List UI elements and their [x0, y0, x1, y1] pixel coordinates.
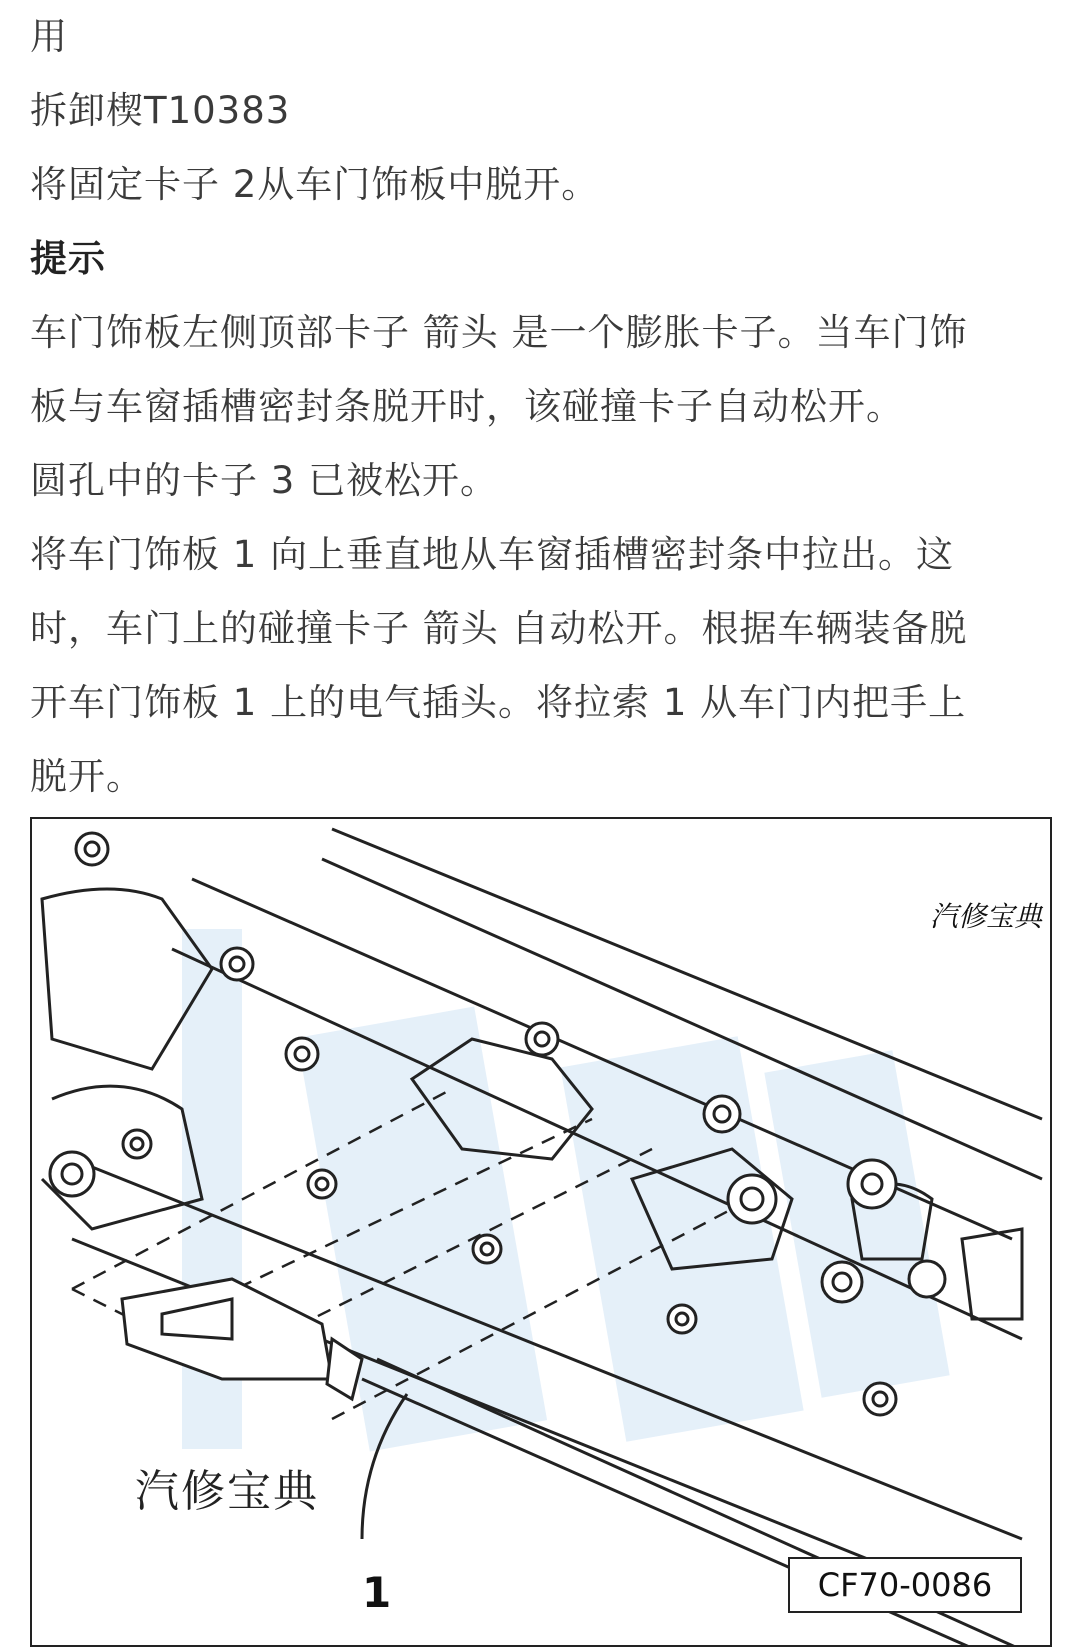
text-line: 车门饰板左侧顶部卡子 箭头 是一个膨胀卡子。当车门饰 [30, 311, 968, 354]
door-trim-illustration [30, 817, 1052, 1647]
text-line: 脱开。 [30, 755, 144, 798]
text-line: 用 [30, 15, 68, 58]
text-line: 板与车窗插槽密封条脱开时，该碰撞卡子自动松开。 [30, 385, 904, 428]
instruction-text [30, 0, 1050, 814]
note-heading: 提示 [30, 237, 106, 280]
watermark-label: 汽修宝典 [135, 1466, 319, 1517]
text-line: 圆孔中的卡子 3 已被松开。 [30, 459, 499, 502]
corner-watermark: 汽修宝典 [930, 900, 1043, 933]
text-line: 将固定卡子 2从车门饰板中脱开。 [30, 163, 600, 206]
text-line: 时，车门上的碰撞卡子 箭头 自动松开。根据车辆装备脱 [30, 607, 968, 650]
technical-drawing [32, 819, 1050, 1645]
text-line: 将车门饰板 1 向上垂直地从车窗插槽密封条中拉出。这 [30, 533, 955, 576]
text-line: 拆卸楔T10383 [30, 89, 291, 132]
text-line: 开车门饰板 1 上的电气插头。将拉索 1 从车门内把手上 [30, 681, 967, 724]
callout-number: 1 [362, 1568, 392, 1617]
figure-code: CF70-0086 [788, 1557, 1022, 1613]
